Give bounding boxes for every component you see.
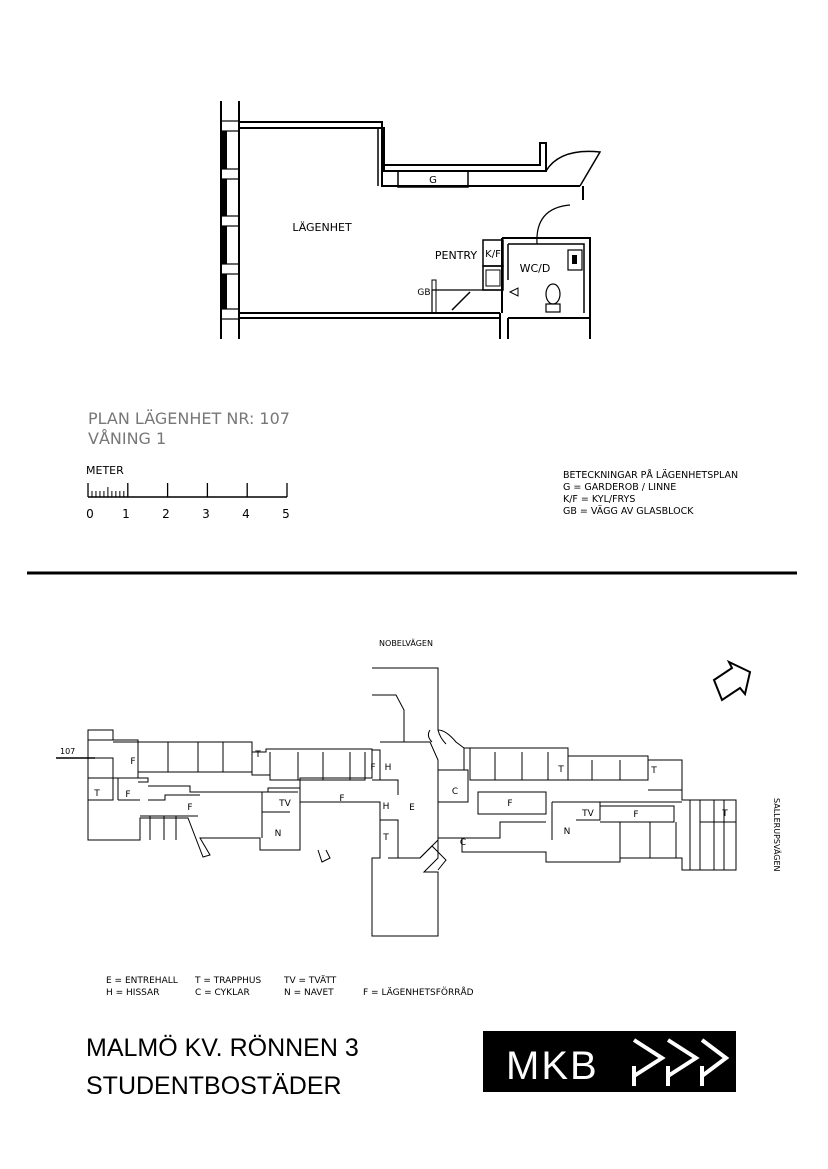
scale-tick-label: 2 bbox=[162, 507, 170, 521]
plan-title-line1: PLAN LÄGENHET NR: 107 bbox=[88, 409, 290, 428]
apartment-marker-label: 107 bbox=[60, 747, 76, 756]
room-label-f: F bbox=[370, 763, 376, 773]
room-label-tv: TV bbox=[582, 809, 594, 819]
room-label-t: T bbox=[255, 750, 261, 760]
building-legend-item: N = NAVET bbox=[284, 988, 334, 998]
toilet bbox=[546, 284, 560, 304]
scale-tick-label: 5 bbox=[282, 507, 290, 521]
building-legend-item: E = ENTREHALL bbox=[106, 976, 178, 986]
apartment-legend-item: G = GARDEROB / LINNE bbox=[563, 482, 677, 493]
room-label-f: F bbox=[507, 799, 513, 809]
room-label-h: H bbox=[382, 802, 390, 812]
room-label: LÄGENHET bbox=[292, 221, 352, 234]
footer-subtitle: STUDENTBOSTÄDER bbox=[86, 1072, 342, 1100]
room-label-t: T bbox=[722, 809, 728, 819]
exterior-wall-left bbox=[221, 101, 239, 339]
fridge-label: K/F bbox=[485, 249, 501, 260]
building-legend-item: TV = TVÄTT bbox=[284, 976, 337, 986]
wardrobe-label: G bbox=[429, 175, 437, 186]
scale-tick-label: 3 bbox=[202, 507, 210, 521]
building-legend-item: C = CYKLAR bbox=[195, 988, 250, 998]
room-label-f: F bbox=[125, 790, 131, 800]
pantry-label: PENTRY bbox=[434, 249, 478, 262]
street-name-top: NOBELVÄGEN bbox=[379, 639, 433, 648]
apartment-legend-item: K/F = KYL/FRYS bbox=[563, 494, 636, 505]
bathroom-label: WC/D bbox=[519, 262, 551, 275]
building-legend-item: F = LÄGENHETSFÖRRÅD bbox=[363, 988, 474, 998]
building-plan bbox=[56, 638, 782, 936]
room-label-c: C bbox=[451, 787, 459, 797]
apartment-plan bbox=[221, 101, 600, 339]
room-label-t: T bbox=[94, 789, 100, 799]
room-label-n: N bbox=[563, 827, 571, 837]
scale-tick-label: 4 bbox=[242, 507, 250, 521]
footer-location: MALMÖ KV. RÖNNEN 3 bbox=[86, 1034, 359, 1062]
room-label-e: E bbox=[409, 803, 415, 813]
scale-tick-label: 0 bbox=[86, 507, 94, 521]
room-label-c: C bbox=[459, 838, 467, 848]
building-legend bbox=[106, 975, 474, 998]
room-label-f: F bbox=[633, 810, 639, 820]
apartment-legend-item: GB = VÄGG AV GLASBLOCK bbox=[563, 506, 694, 517]
room-label-n: N bbox=[274, 829, 282, 839]
room-label-tv: TV bbox=[279, 799, 291, 809]
room-label-f: F bbox=[187, 803, 193, 813]
apartment-legend bbox=[563, 469, 738, 517]
mkb-logo bbox=[483, 1031, 736, 1092]
street-name-right: SALLERUPSVÄGEN bbox=[772, 798, 781, 872]
logo-text: MKB bbox=[506, 1044, 599, 1088]
room-label-t: T bbox=[383, 833, 389, 843]
room-label-t: T bbox=[558, 765, 564, 775]
room-label-f: F bbox=[130, 757, 136, 767]
north-arrow-icon bbox=[714, 662, 750, 700]
plan-title-line2: VÅNING 1 bbox=[88, 429, 167, 448]
scale-bar bbox=[86, 464, 290, 521]
scale-unit-label: METER bbox=[86, 464, 124, 477]
room-label-h: H bbox=[384, 763, 392, 773]
room-label-t: T bbox=[651, 766, 657, 776]
room-label-f: F bbox=[339, 794, 345, 804]
glass-block-label: GB bbox=[417, 288, 431, 298]
scale-tick-label: 1 bbox=[122, 507, 130, 521]
building-legend-item: T = TRAPPHUS bbox=[195, 976, 262, 986]
building-legend-item: H = HISSAR bbox=[106, 988, 160, 998]
apartment-legend-title: BETECKNINGAR PÅ LÄGENHETSPLAN bbox=[563, 470, 739, 481]
